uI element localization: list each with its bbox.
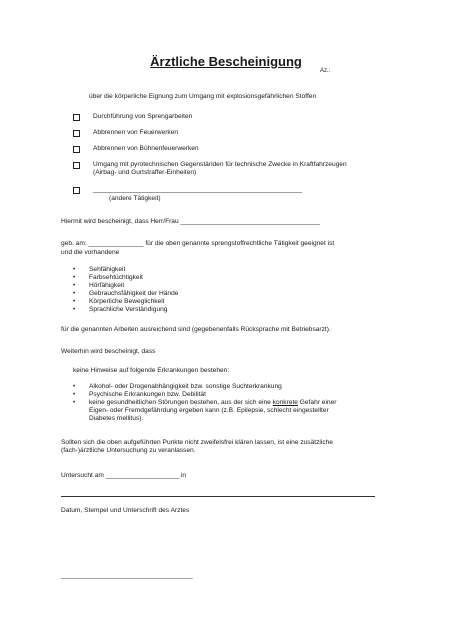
ability-item: Sehfähigkeit (89, 266, 126, 273)
checkbox-label-fireworks: Abbrennen von Feuerwerken (93, 129, 179, 136)
disease-item-line1 (89, 399, 336, 407)
further-statement: Weiterhin wird bescheinigt, dass (61, 348, 156, 355)
disease-item-line2: Eigen- oder Fremdgefährdung ergeben kann (z.B. Epilepsie, schlecht eingestellter (89, 407, 329, 414)
bullet-icon: • (73, 266, 76, 273)
signature-caption: Datum, Stempel und Unterschrift des Arztes (61, 507, 190, 514)
disease-text: keine gesundheitlichen Störungen bestehen, aus der sich eine (89, 399, 273, 406)
ability-item: Körperliche Beweglichkeit (89, 298, 165, 305)
ability-item: Hörfähigkeit (89, 282, 125, 289)
ability-item: Farbsehtüchtigkeit (89, 274, 143, 281)
disease-text-cont: Gefahr einer (297, 399, 337, 406)
examined-field[interactable]: Untersucht am ____________________ in (61, 472, 187, 479)
bullet-icon: • (73, 399, 76, 406)
ability-item: Gebrauchsfähigkeit der Hände (89, 290, 179, 297)
underlined-word: konkrete (272, 399, 298, 406)
other-activity-caption: (andere Tätigkeit) (109, 195, 161, 202)
bottom-line: _______________________________________ (61, 572, 193, 579)
disease-item: Psychische Erkrankungen bzw. Debilität (89, 391, 206, 398)
checkbox-blasting[interactable] (73, 114, 80, 121)
no-signs-statement: keine Hinweise auf folgende Erkrankungen bestehen: (73, 367, 230, 374)
ability-item: Sprachliche Verständigung (89, 306, 168, 313)
sufficient-statement: für die genannten Arbeiten ausreichend sind (gegebenenfalls Rücksprache mit Betriebsarzt). (61, 326, 331, 333)
checkbox-label-vehicle-pyrotechnics: Umgang mit pyrotechnischen Gegenständen für technische Zwecke in Kraftfahrzeugen (93, 161, 347, 168)
bullet-icon: • (73, 290, 76, 297)
checkbox-label-stage-fireworks: Abbrennen von Bühnenfeuerwerken (93, 145, 199, 152)
page-title: Ärztliche Bescheinigung (150, 54, 302, 69)
disease-item-line3: Diabetes mellitus). (89, 415, 144, 422)
signature-line (61, 496, 375, 497)
disease-item: Alkohol- oder Drogenabhängigkeit bzw. sonstige Suchterkrankung (89, 383, 282, 390)
bullet-icon: • (73, 306, 76, 313)
checkbox-vehicle-pyrotechnics[interactable] (73, 162, 80, 169)
checkbox-label-vehicle-pyrotechnics-line2: (Airbag- und Gurtstraffer-Einheiten) (93, 169, 197, 176)
birthdate-statement-line2: und die vorhandene (61, 249, 120, 256)
birthdate-statement: geb. am: _______________ für die oben genannte sprengstoffrechtliche Tätigkeit geeignet ist (61, 240, 335, 247)
checkbox-stage-fireworks[interactable] (73, 146, 80, 153)
other-activity-line[interactable]: ______________________________________________________________ (93, 186, 302, 193)
hereby-statement: Hiermit wird bescheinigt, dass Herr/Frau ______________________________________ (61, 218, 320, 225)
checkbox-fireworks[interactable] (73, 130, 80, 137)
bullet-icon: • (73, 383, 76, 390)
bullet-icon: • (73, 282, 76, 289)
intro-text: über die körperliche Eignung zum Umgang mit explosionsgefährlichen Stoffen (89, 93, 317, 100)
bullet-icon: • (73, 274, 76, 281)
checkbox-other-activity[interactable] (73, 187, 80, 194)
bullet-icon: • (73, 298, 76, 305)
file-reference-label: Az.: (320, 68, 331, 74)
doubt-statement: Sollten sich die oben aufgeführten Punkte nicht zweifelsfrei klären lassen, ist eine zusätzliche (61, 439, 333, 446)
doubt-statement-line2: (fach-)ärztliche Untersuchung zu veranlassen. (61, 447, 196, 454)
checkbox-label-blasting: Durchführung von Sprengarbeiten (93, 113, 193, 120)
bullet-icon: • (73, 391, 76, 398)
